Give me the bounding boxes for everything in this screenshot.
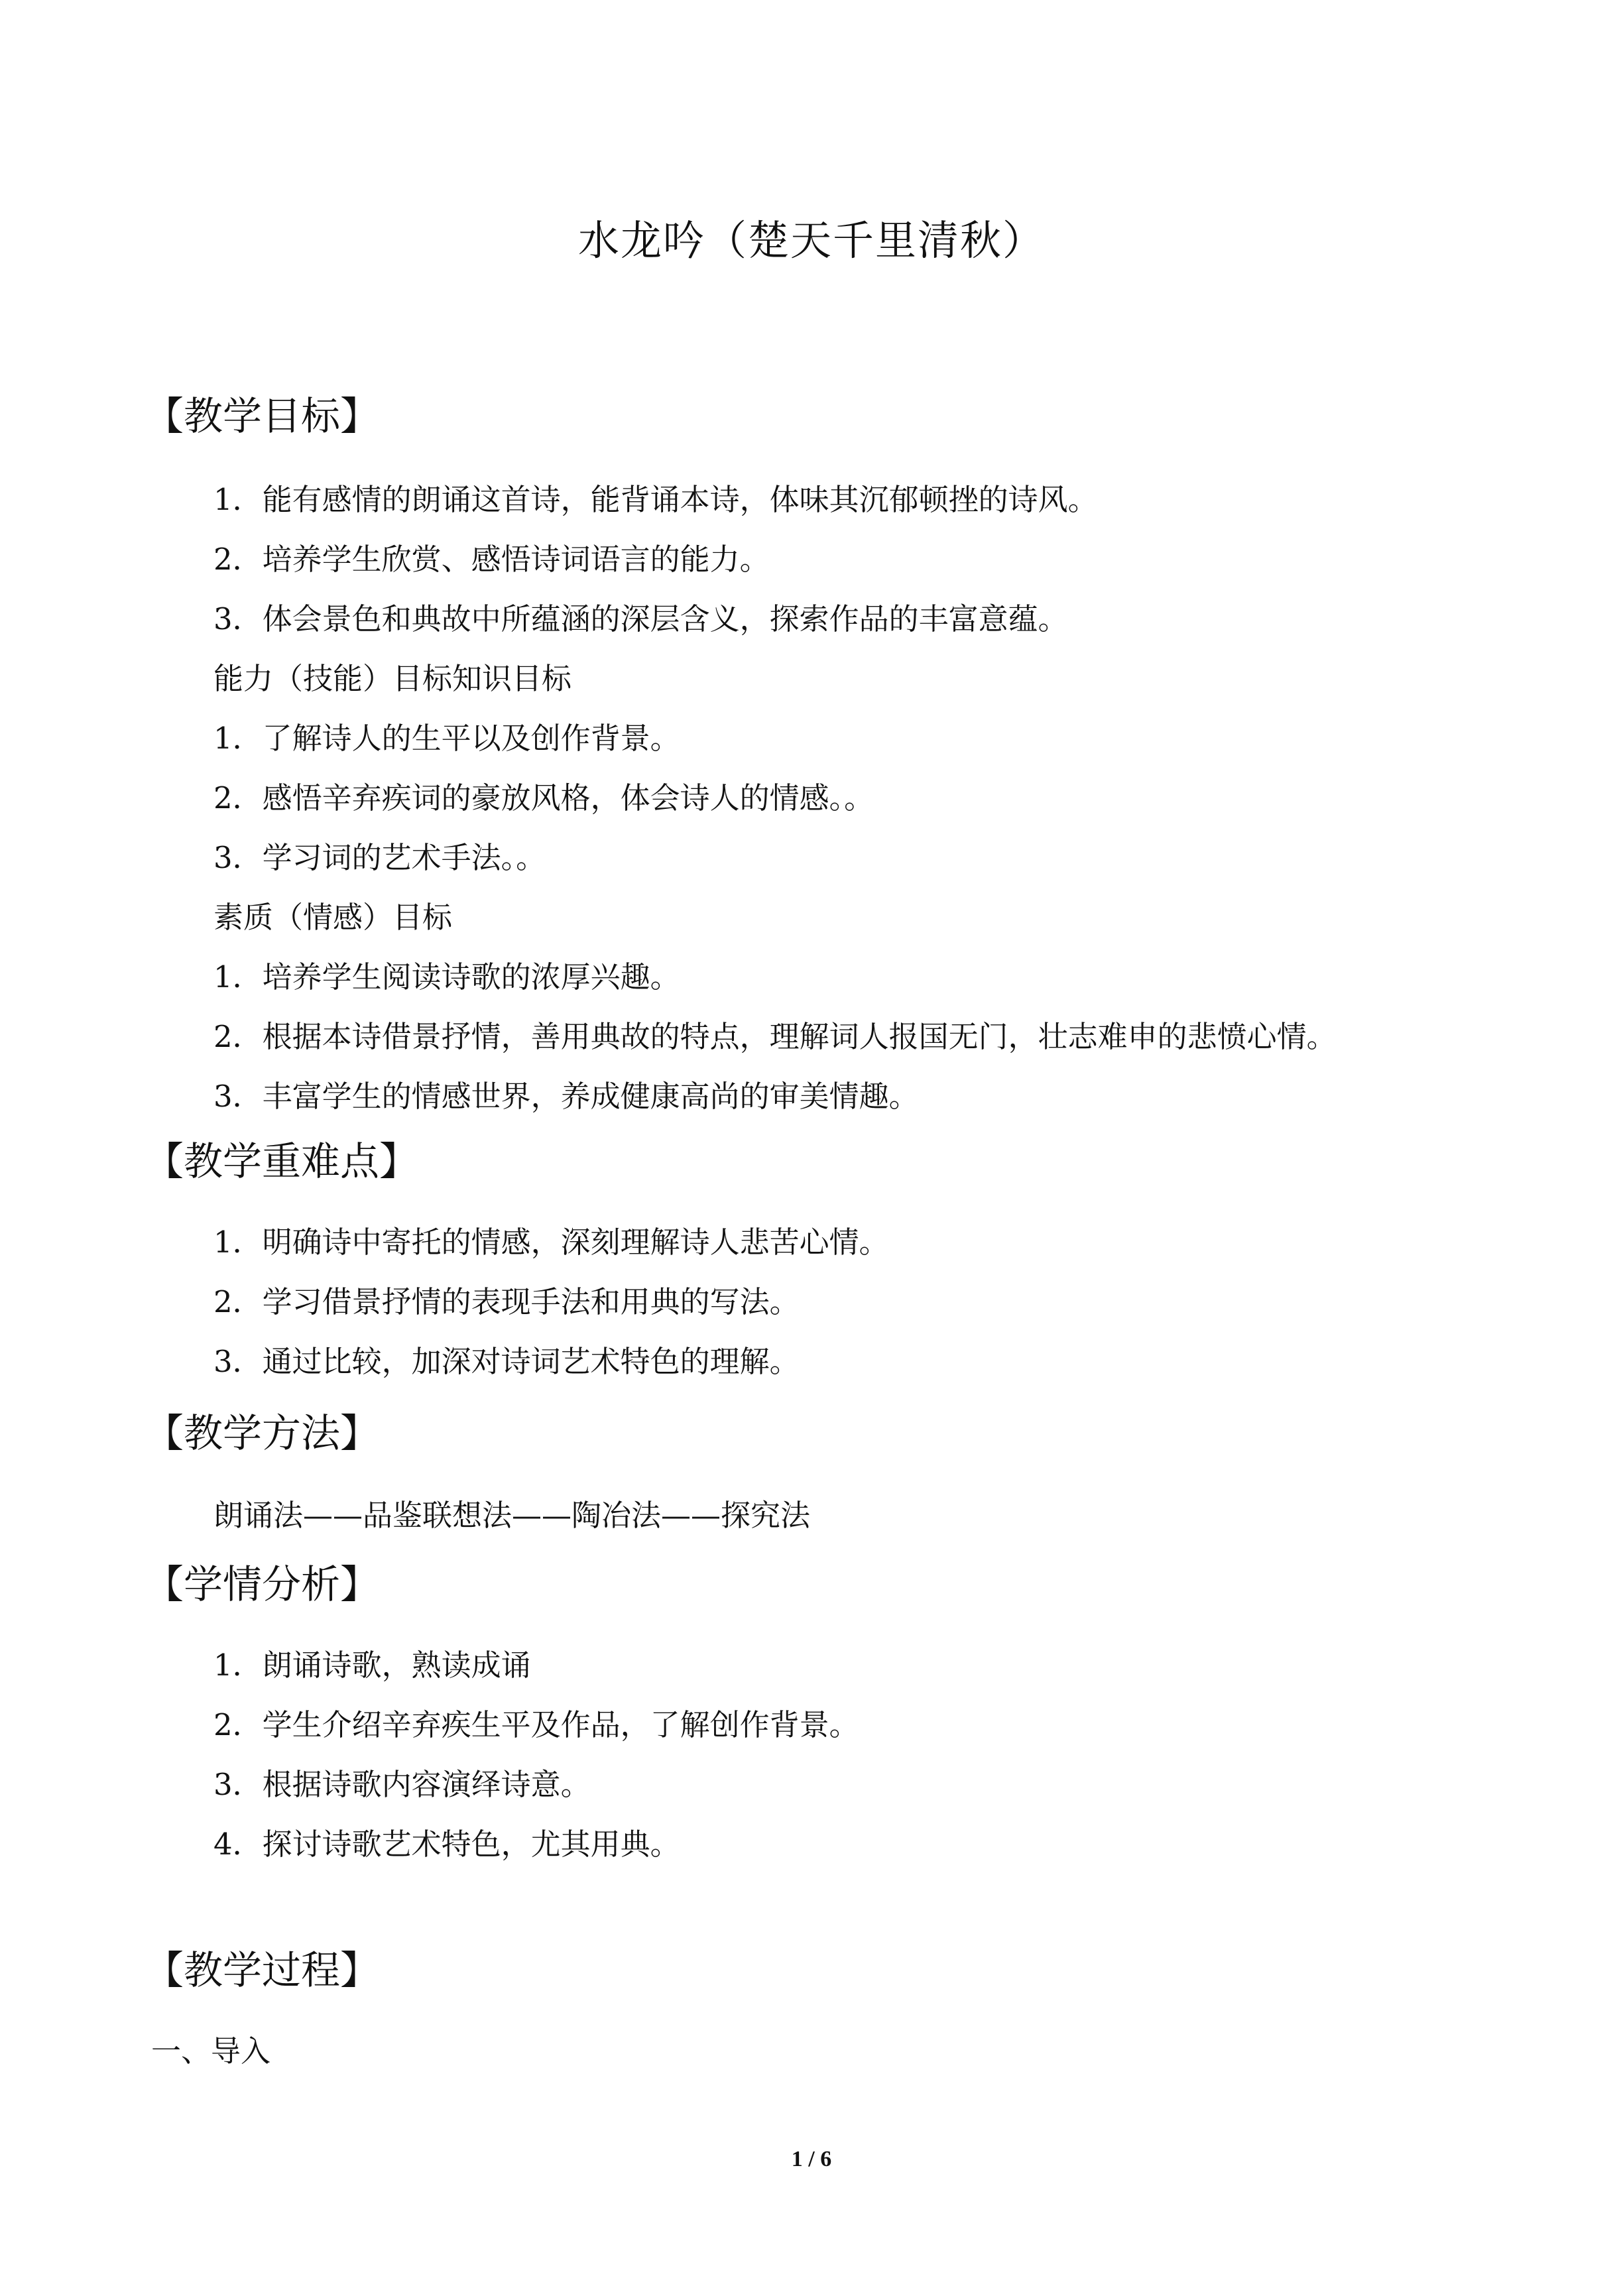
objective-item: 2．培养学生欣赏、感悟诗词语言的能力。 (213, 542, 770, 577)
objective-item: 3．体会景色和典故中所蕴涵的深层含义，探索作品的丰富意蕴。 (213, 601, 1068, 636)
ability-item: 1．了解诗人的生平以及创作背景。 (213, 721, 680, 756)
key-point-item: 3．通过比较，加深对诗词艺术特色的理解。 (213, 1344, 800, 1379)
section-heading-methods: 【教学方法】 (145, 1410, 380, 1456)
quality-subheading: 素质（情感）目标 (213, 900, 453, 935)
quality-item: 3．丰富学生的情感世界，养成健康高尚的审美情趣。 (213, 1079, 919, 1114)
analysis-item: 2．学生介绍辛弃疾生平及作品，了解创作背景。 (213, 1707, 859, 1742)
objective-item: 1．能有感情的朗诵这首诗，能背诵本诗，体味其沉郁顿挫的诗风。 (213, 482, 1098, 517)
document-title: 水龙吟（楚天千里清秋） (577, 216, 1045, 265)
ability-item: 3．学习词的艺术手法。。 (213, 840, 546, 875)
page-number: 1 / 6 (791, 2147, 832, 2171)
analysis-item: 4．探讨诗歌艺术特色，尤其用典。 (213, 1827, 680, 1862)
quality-item: 1．培养学生阅读诗歌的浓厚兴趣。 (213, 959, 680, 995)
analysis-item: 3．根据诗歌内容演绎诗意。 (213, 1767, 591, 1802)
methods-text: 朗诵法——品鉴联想法——陶冶法——探究法 (213, 1498, 811, 1533)
ability-subheading: 能力（技能）目标知识目标 (213, 661, 572, 696)
section-heading-key-points: 【教学重难点】 (145, 1138, 419, 1184)
process-step: 一、导入 (151, 2033, 271, 2069)
section-heading-process: 【教学过程】 (145, 1947, 380, 1993)
ability-item: 2．感悟辛弃疾词的豪放风格，体会诗人的情感。。 (213, 780, 874, 816)
section-heading-objectives: 【教学目标】 (145, 393, 380, 439)
analysis-item: 1．朗诵诗歌，熟读成诵 (213, 1648, 531, 1683)
key-point-item: 2．学习借景抒情的表现手法和用典的写法。 (213, 1284, 800, 1319)
quality-item: 2．根据本诗借景抒情，善用典故的特点，理解词人报国无门，壮志难申的悲愤心情。 (213, 1019, 1337, 1054)
key-point-item: 1．明确诗中寄托的情感，深刻理解诗人悲苦心情。 (213, 1225, 889, 1260)
section-heading-analysis: 【学情分析】 (145, 1561, 380, 1607)
